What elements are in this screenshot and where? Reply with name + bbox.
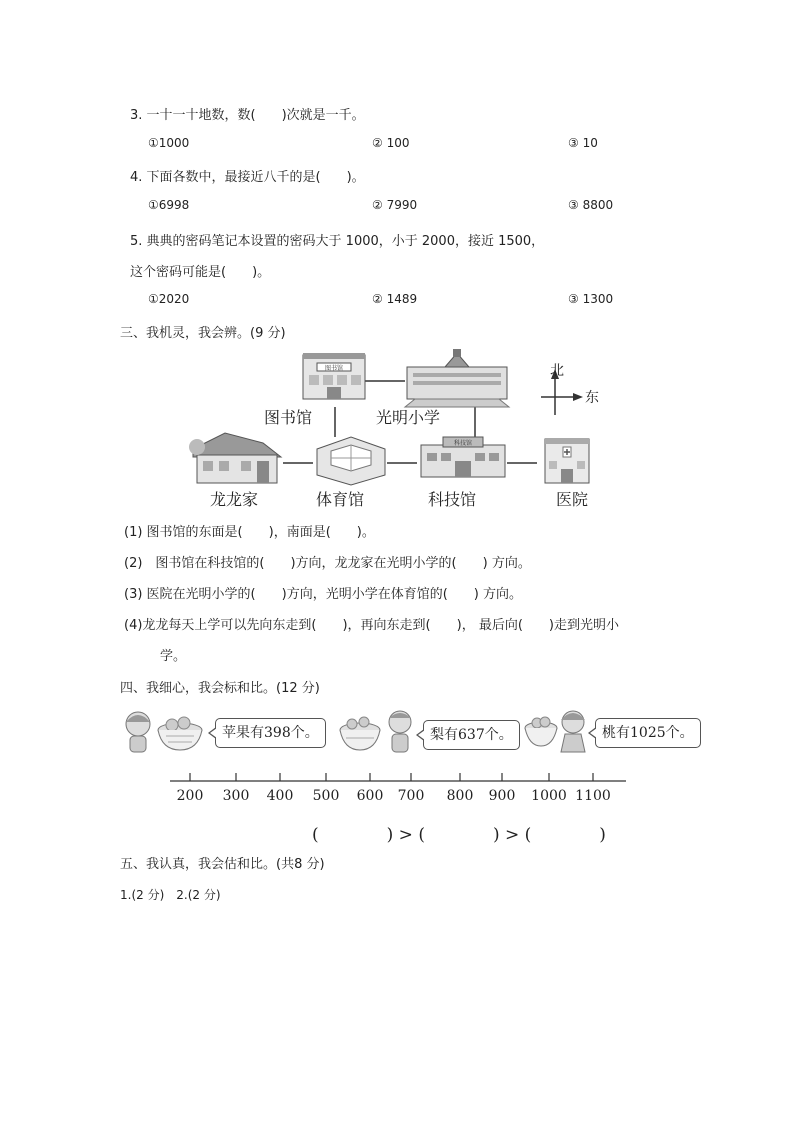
- number-line-label-300: 300: [222, 788, 250, 804]
- number-line-label-700: 700: [397, 788, 425, 804]
- section5-subparts: 1.(2 分) 2.(2 分): [120, 888, 221, 902]
- section3-question-4-line2: 学。: [160, 649, 187, 664]
- section3-question-2: (2) 图书馆在科技馆的( )方向，龙龙家在光明小学的( ) 方向。: [124, 556, 531, 571]
- q5-option-2: ② 1489: [372, 292, 418, 306]
- number-line-label-600: 600: [356, 788, 384, 804]
- map-label-library: 图书馆: [264, 408, 313, 427]
- tech-building-icon: [421, 437, 505, 477]
- comparison-blanks: ( ) > ( ) > ( ): [312, 825, 606, 845]
- stadium-building-icon: [317, 437, 385, 485]
- compass-north-label: 北: [550, 363, 564, 379]
- number-line: [0, 770, 794, 790]
- q4-option-3: ③ 8800: [568, 198, 614, 212]
- girl-with-peach-basket-icon: [523, 708, 589, 754]
- section4-heading: 四、我细心，我会标和比。(12 分): [120, 681, 320, 696]
- q5-option-1: ①2020: [148, 292, 190, 306]
- q5-text-line1: 5. 典典的密码笔记本设置的密码大于 1000，小于 2000，接近 1500，: [130, 234, 545, 249]
- map-label-tech: 科技馆: [428, 490, 477, 509]
- number-line-label-1000: 1000: [531, 788, 567, 804]
- girl-with-apple-basket-icon: [122, 708, 212, 754]
- number-line-ticks: [190, 773, 593, 781]
- map-label-stadium: 体育馆: [316, 490, 365, 509]
- hospital-building-icon: [545, 439, 589, 483]
- number-line-label-500: 500: [312, 788, 340, 804]
- q5-text-line2: 这个密码可能是( )。: [130, 265, 271, 280]
- q3-option-3: ③ 10: [568, 136, 598, 150]
- number-line-label-200: 200: [176, 788, 204, 804]
- tech-sign-text: 科技馆: [453, 440, 473, 447]
- q4-option-2: ② 7990: [372, 198, 418, 212]
- section3-heading: 三、我机灵，我会辨。(9 分): [120, 326, 286, 341]
- school-building-icon: [405, 349, 509, 407]
- library-sign-text: 图书馆: [324, 365, 344, 372]
- number-line-label-800: 800: [446, 788, 474, 804]
- section5-heading: 五、我认真，我会估和比。(共8 分): [120, 857, 325, 872]
- q4-option-1: ①6998: [148, 198, 190, 212]
- section3-question-1: (1) 图书馆的东面是( )，南面是( )。: [124, 525, 375, 540]
- map-label-home: 龙龙家: [210, 490, 259, 509]
- section3-question-4-line1: (4)龙龙每天上学可以先向东走到( )，再向东走到( )， 最后向( )走到光明小: [124, 618, 619, 633]
- q4-text: 4. 下面各数中，最接近八千的是( )。: [130, 170, 365, 185]
- apple-speech-bubble: 苹果有398个。: [215, 718, 326, 748]
- q3-option-1: ①1000: [148, 136, 190, 150]
- q5-option-3: ③ 1300: [568, 292, 614, 306]
- section3-question-3: (3) 医院在光明小学的( )方向，光明小学在体育馆的( ) 方向。: [124, 587, 522, 602]
- number-line-label-1100: 1100: [575, 788, 611, 804]
- peach-speech-bubble: 桃有1025个。: [595, 718, 701, 748]
- pear-speech-bubble: 梨有637个。: [423, 720, 520, 750]
- library-building-icon: [303, 353, 365, 399]
- q3-option-2: ② 100: [372, 136, 410, 150]
- number-line-label-400: 400: [266, 788, 294, 804]
- number-line-label-900: 900: [488, 788, 516, 804]
- q3-text: 3. 一十一十地数，数( )次就是一千。: [130, 108, 365, 123]
- map-label-hospital: 医院: [556, 490, 589, 509]
- map-label-school: 光明小学: [376, 408, 441, 427]
- compass-east-label: 东: [585, 390, 599, 406]
- boy-with-pear-basket-icon: [338, 708, 418, 754]
- home-building-icon: [189, 433, 281, 483]
